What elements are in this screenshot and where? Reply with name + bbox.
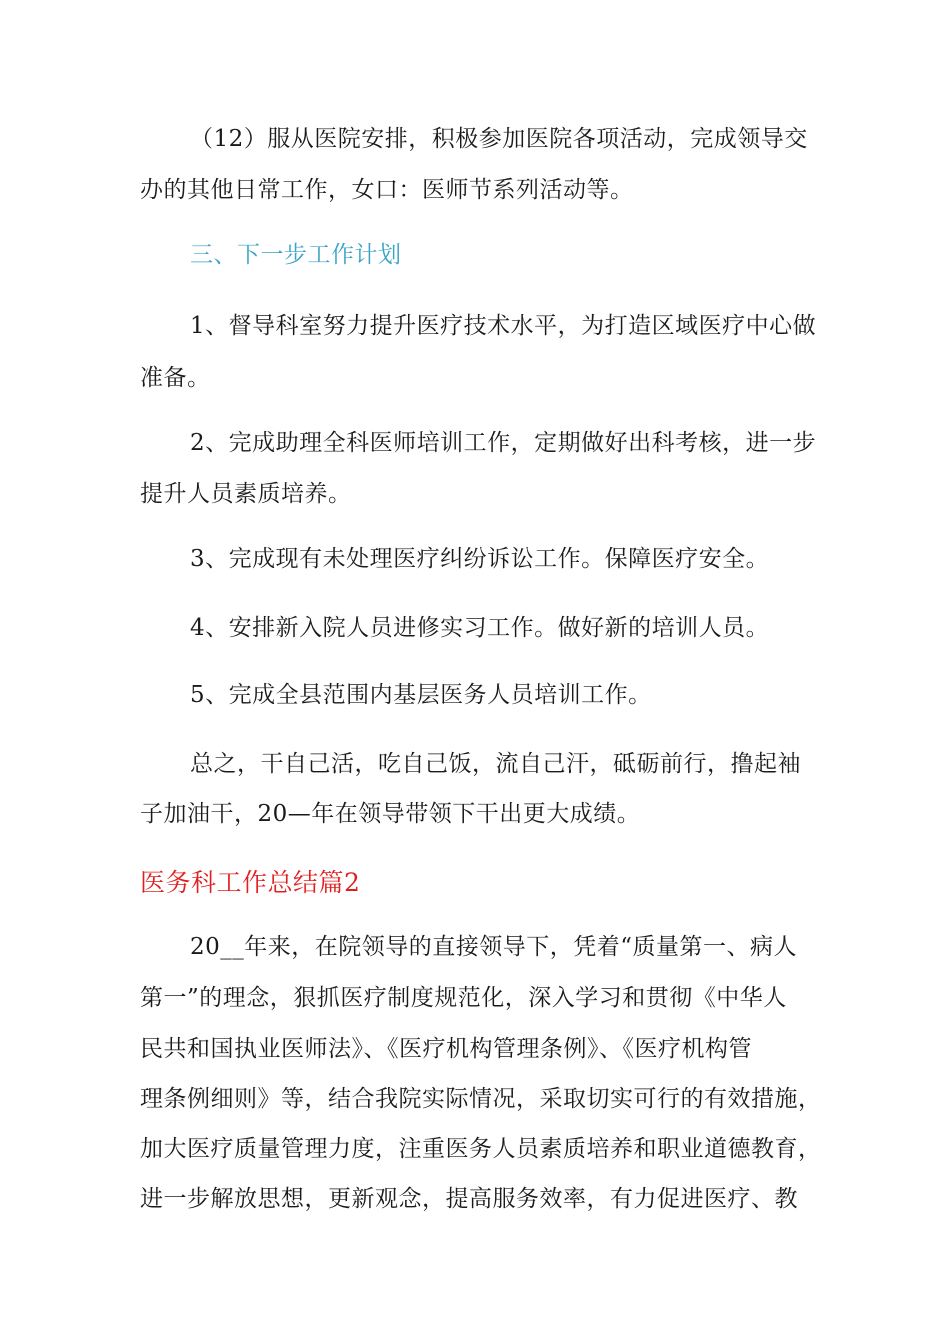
conclusion-line-1: 总之，干自己活，吃自己饭，流自己汗，砥砺前行，撸起袖 bbox=[190, 751, 801, 777]
plan-2-line-2: 提升人员素质培养。 bbox=[140, 481, 352, 507]
item-12-line-2: 办的其他日常工作，女口：医师节系列活动等。 bbox=[140, 177, 634, 203]
plan-1-line-1: 1、督导科室努力提升医疗技术水平，为打造区域医疗中心做 bbox=[190, 313, 817, 339]
part-2-intro-line-1: 20__年来，在院领导的直接领导下，凭着“质量第一、病人 bbox=[190, 934, 798, 960]
part-2-intro-line-3: 民共和国执业医师法》、《医疗机构管理条例》、《医疗机构管 bbox=[140, 1036, 752, 1062]
section-3-heading: 三、下一步工作计划 bbox=[190, 242, 402, 268]
conclusion-line-2: 子加油干，20—年在领导带领下干出更大成绩。 bbox=[140, 801, 641, 827]
plan-4-line: 4、安排新入院人员进修实习工作。做好新的培训人员。 bbox=[190, 615, 770, 641]
plan-2-line-1: 2、完成助理全科医师培训工作，定期做好出科考核，进一步 bbox=[190, 430, 817, 456]
item-12-line-1: （12）服从医院安排，积极参加医院各项活动，完成领导交 bbox=[190, 126, 808, 152]
plan-5-line: 5、完成全县范围内基层医务人员培训工作。 bbox=[190, 682, 652, 708]
part-2-intro-line-5: 加大医疗质量管理力度，注重医务人员素质培养和职业道德教育， bbox=[140, 1136, 822, 1162]
part-2-heading: 医务科工作总结篇2 bbox=[140, 868, 361, 897]
plan-3-line: 3、完成现有未处理医疗纠纷诉讼工作。保障医疗安全。 bbox=[190, 546, 770, 572]
part-2-intro-line-6: 进一步解放思想，更新观念，提高服务效率，有力促进医疗、教 bbox=[140, 1186, 798, 1212]
part-2-intro-line-4: 理条例细则》等，结合我院实际情况，采取切实可行的有效措施， bbox=[140, 1086, 822, 1112]
plan-1-line-2: 准备。 bbox=[140, 365, 211, 391]
part-2-intro-line-2: 第一”的理念，狠抓医疗制度规范化，深入学习和贯彻《中华人 bbox=[140, 985, 787, 1011]
